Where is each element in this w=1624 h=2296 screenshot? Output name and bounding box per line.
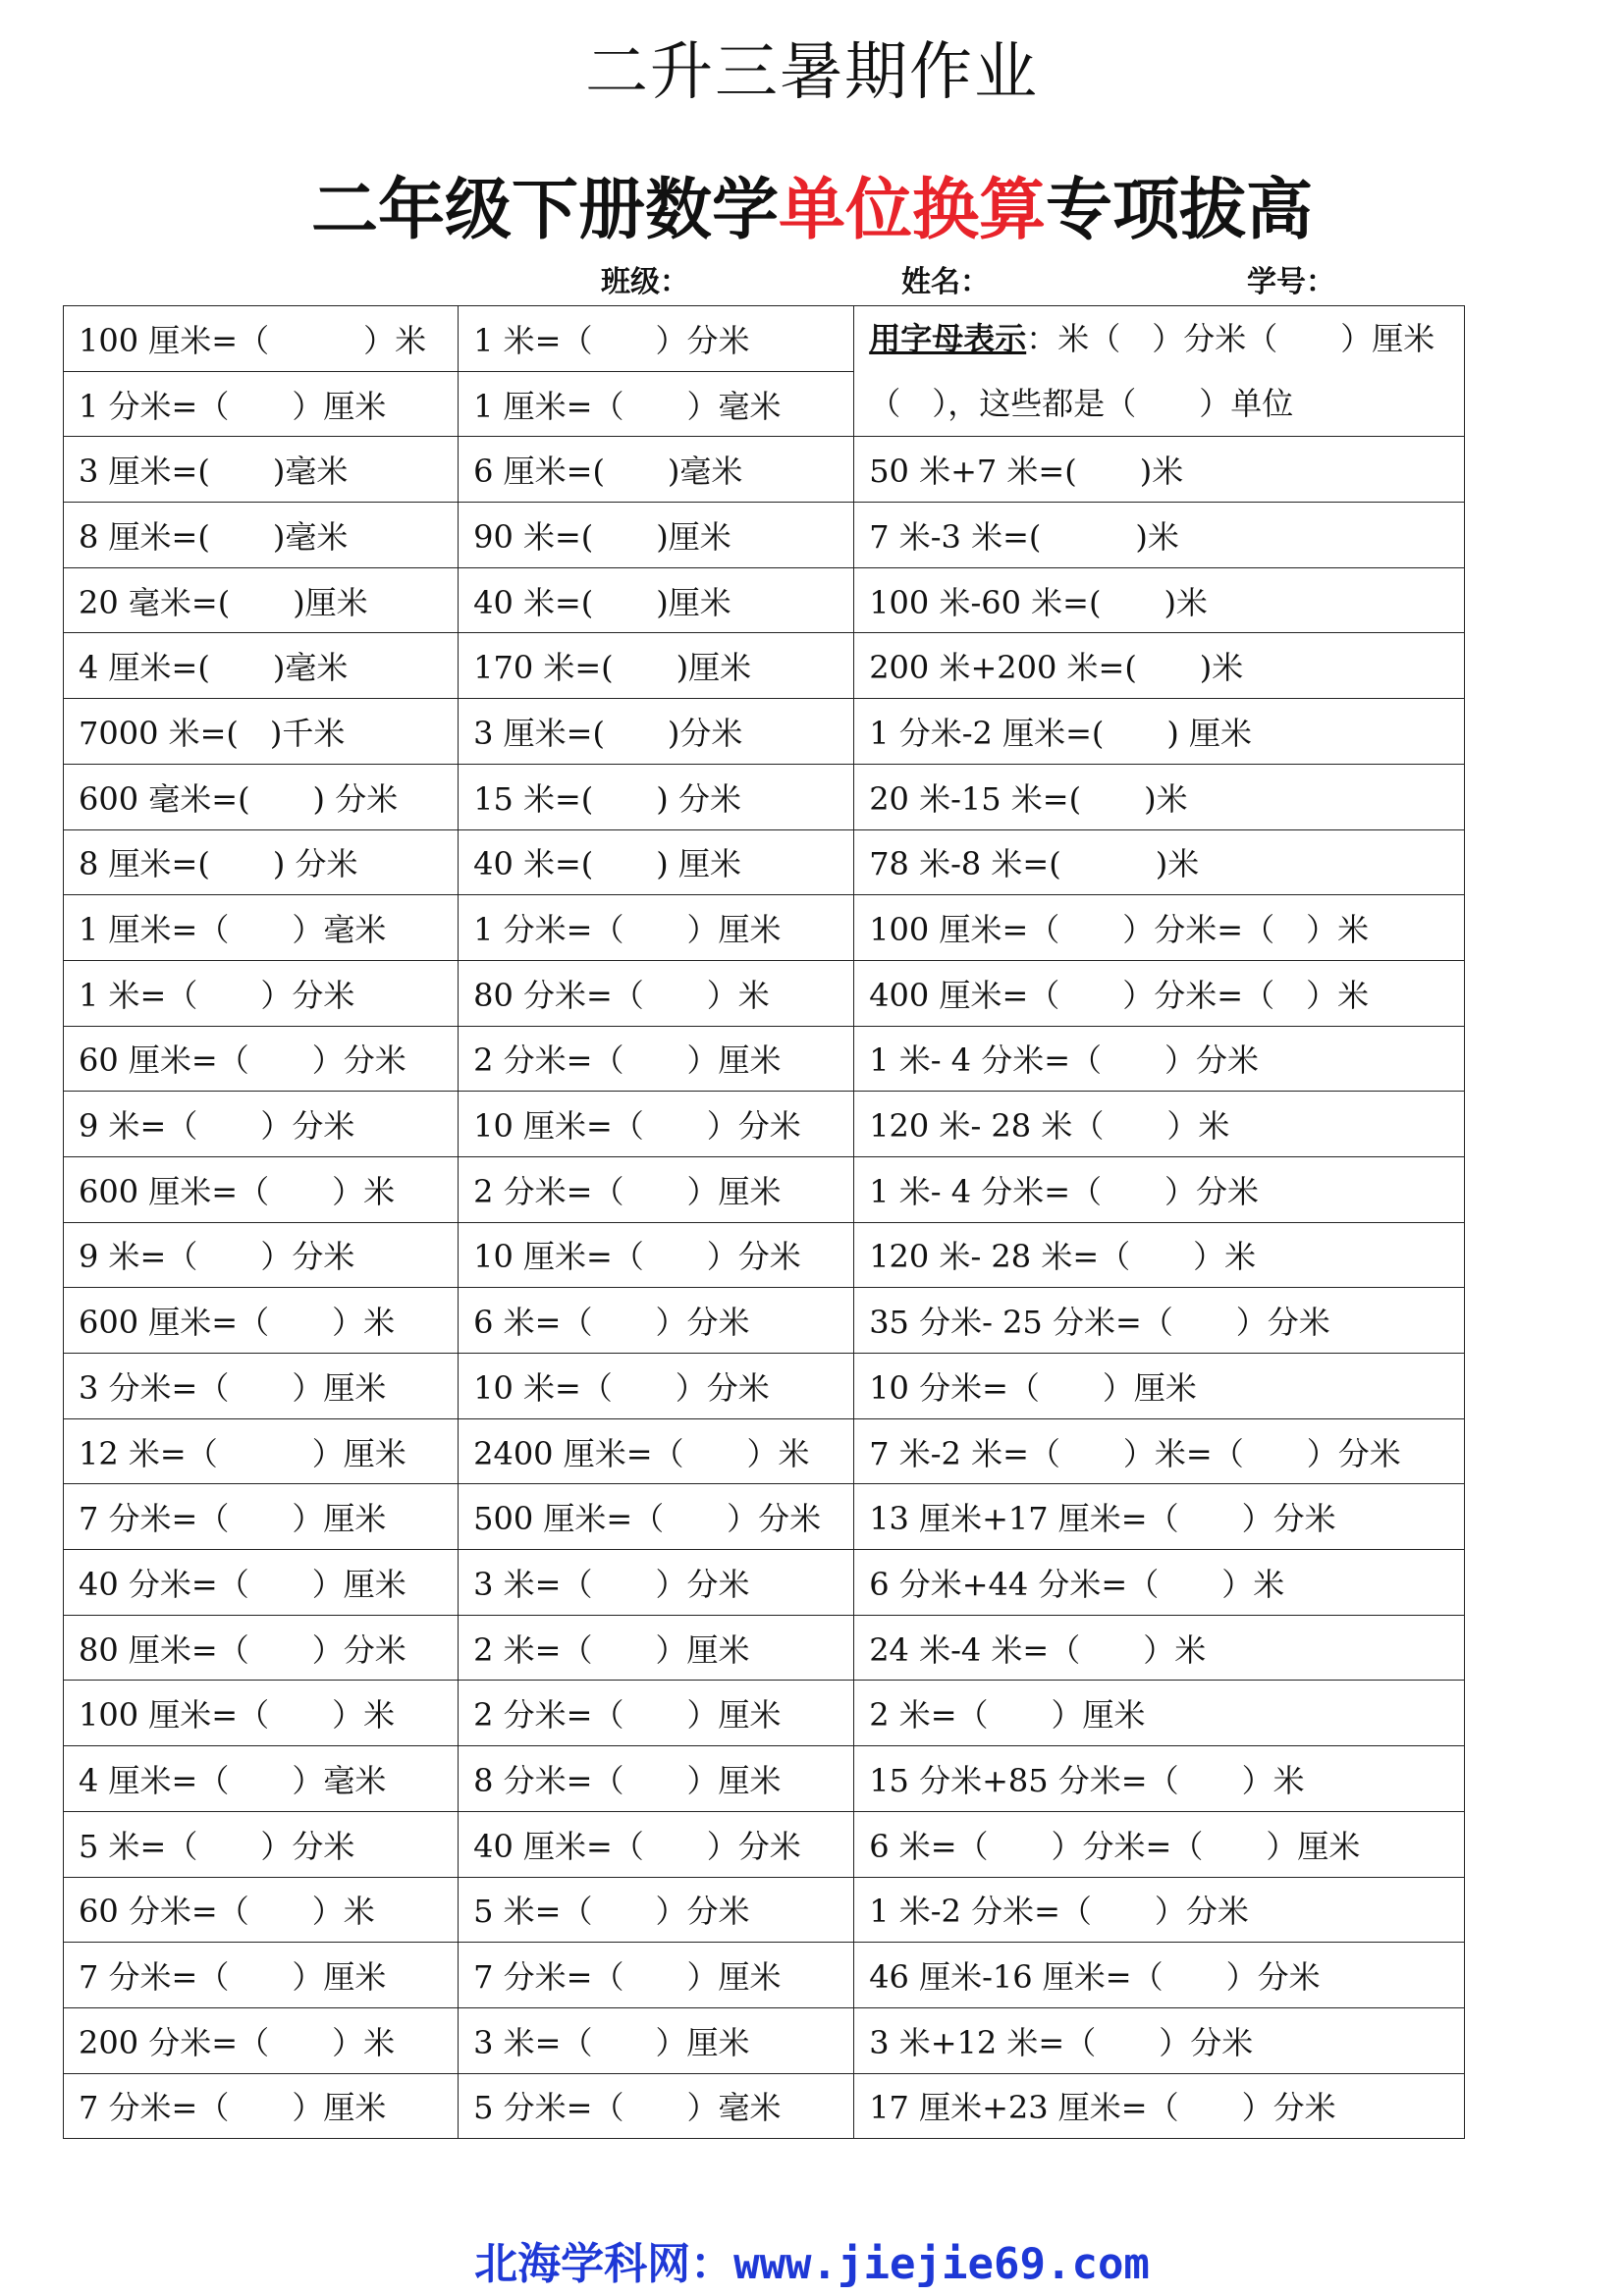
exercise-cell[interactable]: 4 厘米=( )毫米 — [64, 633, 459, 699]
exercise-cell[interactable]: 600 毫米=( ) 分米 — [64, 764, 459, 829]
table-row — [64, 1288, 1465, 1354]
unit-symbol-text-line1: ：米（ ）分米（ ）厘米 — [1026, 320, 1435, 357]
exercise-cell[interactable]: 60 厘米=（ ）分米 — [64, 1026, 459, 1092]
exercise-cell[interactable]: 10 厘米=（ ）分米 — [459, 1092, 854, 1157]
exercise-cell[interactable]: 7 米-3 米=( )米 — [854, 503, 1465, 568]
name-label: 姓名： — [901, 265, 990, 299]
exercise-cell[interactable]: 600 厘米=（ ）米 — [64, 1288, 459, 1354]
exercise-cell[interactable]: 10 米=（ ）分米 — [459, 1354, 854, 1419]
exercise-cell[interactable]: 15 米=( ) 分米 — [459, 764, 854, 829]
footer-url[interactable]: www.jiejie69.com — [733, 2239, 1150, 2289]
exercise-table — [63, 305, 1465, 2139]
exercise-cell[interactable]: 2400 厘米=（ ）米 — [459, 1418, 854, 1484]
table-row — [64, 1484, 1465, 1550]
exercise-cell[interactable]: 40 米=( ) 厘米 — [459, 829, 854, 895]
table-row — [64, 1811, 1465, 1877]
exercise-cell[interactable]: 9 米=（ ）分米 — [64, 1092, 459, 1157]
exercise-cell[interactable]: 3 厘米=( )毫米 — [64, 437, 459, 503]
table-row — [64, 764, 1465, 829]
exercise-cell[interactable]: 3 分米=（ ）厘米 — [64, 1354, 459, 1419]
exercise-cell[interactable]: 10 分米=（ ）厘米 — [854, 1354, 1465, 1419]
exercise-cell[interactable]: 3 厘米=( )分米 — [459, 699, 854, 765]
exercise-cell[interactable]: 35 分米- 25 分米=（ ）分米 — [854, 1288, 1465, 1354]
table-row — [64, 1615, 1465, 1681]
worksheet-title: 二升三暑期作业 — [585, 36, 1039, 109]
exercise-cell[interactable]: 1 米-2 分米=（ ）分米 — [854, 1877, 1465, 1943]
subtitle-part-b: 专项拔高 — [1046, 172, 1314, 249]
exercise-cell[interactable]: 120 米- 28 米（ ）米 — [854, 1092, 1465, 1157]
class-label: 班级： — [601, 265, 689, 299]
exercise-cell[interactable]: 8 厘米=( )毫米 — [64, 503, 459, 568]
table-row — [64, 437, 1465, 503]
exercise-cell[interactable]: 3 米+12 米=（ ）分米 — [854, 2007, 1465, 2073]
table-row — [64, 1222, 1465, 1288]
exercise-cell[interactable]: 8 分米=（ ）厘米 — [459, 1746, 854, 1812]
table-row — [64, 1092, 1465, 1157]
exercise-cell[interactable]: 6 米=（ ）分米=（ ）厘米 — [854, 1811, 1465, 1877]
exercise-cell[interactable]: 7 分米=（ ）厘米 — [459, 1943, 854, 2008]
exercise-cell[interactable]: 6 厘米=( )毫米 — [459, 437, 854, 503]
exercise-cell[interactable]: 200 分米=（ ）米 — [64, 2007, 459, 2073]
exercise-cell[interactable]: 2 分米=（ ）厘米 — [459, 1681, 854, 1746]
table-row — [64, 1746, 1465, 1812]
exercise-cell[interactable]: 24 米-4 米=（ ）米 — [854, 1615, 1465, 1681]
exercise-cell[interactable]: 12 米=（ ）厘米 — [64, 1418, 459, 1484]
table-row — [64, 1550, 1465, 1616]
exercise-cell[interactable]: 40 米=( )厘米 — [459, 567, 854, 633]
exercise-cell[interactable]: 4 厘米=（ ）毫米 — [64, 1746, 459, 1812]
table-row — [64, 2073, 1465, 2139]
exercise-cell[interactable]: 40 厘米=（ ）分米 — [459, 1811, 854, 1877]
exercise-cell[interactable]: 100 厘米=（ ）米 — [64, 1681, 459, 1746]
exercise-cell[interactable]: 13 厘米+17 厘米=（ ）分米 — [854, 1484, 1465, 1550]
exercise-cell[interactable]: 1 分米-2 厘米=( ) 厘米 — [854, 699, 1465, 765]
exercise-cell[interactable]: 40 分米=（ ）厘米 — [64, 1550, 459, 1616]
footer-site-name: 北海学科网： — [474, 2239, 734, 2289]
exercise-cell[interactable]: 46 厘米-16 厘米=（ ）分米 — [854, 1943, 1465, 2008]
exercise-cell[interactable]: 100 厘米=（ ）分米=（ ）米 — [854, 895, 1465, 961]
table-row — [64, 960, 1465, 1026]
exercise-cell[interactable]: 1 米- 4 分米=（ ）分米 — [854, 1156, 1465, 1222]
exercise-cell[interactable]: 400 厘米=（ ）分米=（ ）米 — [854, 960, 1465, 1026]
unit-symbol-question[interactable] — [854, 306, 1465, 437]
exercise-cell[interactable]: 20 毫米=( )厘米 — [64, 567, 459, 633]
exercise-cell[interactable]: 80 厘米=（ ）分米 — [64, 1615, 459, 1681]
subtitle-part-a: 二年级下册数学 — [310, 172, 779, 249]
exercise-cell[interactable]: 1 米=（ ）分米 — [459, 306, 854, 372]
exercise-cell[interactable]: 3 米=（ ）厘米 — [459, 2007, 854, 2073]
exercise-cell[interactable]: 600 厘米=（ ）米 — [64, 1156, 459, 1222]
exercise-cell[interactable]: 2 分米=（ ）厘米 — [459, 1026, 854, 1092]
table-row — [64, 1877, 1465, 1943]
table-row — [64, 699, 1465, 765]
exercise-cell[interactable]: 50 米+7 米=( )米 — [854, 437, 1465, 503]
table-row — [64, 829, 1465, 895]
exercise-cell[interactable]: 120 米- 28 米=（ ）米 — [854, 1222, 1465, 1288]
exercise-cell[interactable]: 15 分米+85 分米=（ ）米 — [854, 1746, 1465, 1812]
table-row — [64, 567, 1465, 633]
exercise-cell[interactable]: 17 厘米+23 厘米=（ ）分米 — [854, 2073, 1465, 2139]
exercise-cell[interactable]: 7 分米=（ ）厘米 — [64, 1943, 459, 2008]
table-row — [64, 306, 1465, 372]
exercise-cell[interactable]: 170 米=( )厘米 — [459, 633, 854, 699]
exercise-cell[interactable]: 9 米=（ ）分米 — [64, 1222, 459, 1288]
exercise-cell[interactable]: 100 米-60 米=( )米 — [854, 567, 1465, 633]
table-row — [64, 633, 1465, 699]
exercise-cell[interactable]: 5 分米=（ ）毫米 — [459, 2073, 854, 2139]
exercise-cell[interactable]: 1 厘米=（ ）毫米 — [64, 895, 459, 961]
exercise-cell[interactable]: 5 米=（ ）分米 — [64, 1811, 459, 1877]
subtitle-highlight: 单位换算 — [778, 172, 1046, 249]
table-row — [64, 895, 1465, 961]
exercise-cell[interactable]: 7000 米=( )千米 — [64, 699, 459, 765]
table-row — [64, 503, 1465, 568]
exercise-cell[interactable]: 500 厘米=（ ）分米 — [459, 1484, 854, 1550]
exercise-cell[interactable]: 1 米- 4 分米=（ ）分米 — [854, 1026, 1465, 1092]
exercise-cell[interactable]: 1 厘米=（ ）毫米 — [459, 371, 854, 437]
student-id-label: 学号： — [1247, 265, 1335, 299]
table-row — [64, 2007, 1465, 2073]
table-row — [64, 1418, 1465, 1484]
exercise-cell[interactable]: 20 米-15 米=( )米 — [854, 764, 1465, 829]
exercise-cell[interactable]: 1 米=（ ）分米 — [64, 960, 459, 1026]
exercise-cell[interactable]: 78 米-8 米=( )米 — [854, 829, 1465, 895]
table-row — [64, 1156, 1465, 1222]
table-row — [64, 1026, 1465, 1092]
exercise-cell[interactable]: 200 米+200 米=( )米 — [854, 633, 1465, 699]
table-row — [64, 1943, 1465, 2008]
exercise-cell[interactable]: 7 分米=（ ）厘米 — [64, 2073, 459, 2139]
exercise-cell[interactable]: 6 分米+44 分米=（ ）米 — [854, 1550, 1465, 1616]
exercise-cell[interactable]: 7 分米=（ ）厘米 — [64, 1484, 459, 1550]
exercise-cell[interactable]: 7 米-2 米=（ ）米=（ ）分米 — [854, 1418, 1465, 1484]
exercise-cell[interactable]: 60 分米=（ ）米 — [64, 1877, 459, 1943]
exercise-cell[interactable]: 2 米=（ ）厘米 — [854, 1681, 1465, 1746]
worksheet-subtitle — [0, 157, 1624, 252]
exercise-cell[interactable]: 5 米=（ ）分米 — [459, 1877, 854, 1943]
exercise-cell[interactable]: 10 厘米=（ ）分米 — [459, 1222, 854, 1288]
exercise-cell[interactable]: 3 米=（ ）分米 — [459, 1550, 854, 1616]
exercise-cell[interactable]: 80 分米=（ ）米 — [459, 960, 854, 1026]
table-row — [64, 1354, 1465, 1419]
exercise-cell[interactable]: 100 厘米=（ ）米 — [64, 306, 459, 372]
exercise-cell[interactable]: 1 分米=（ ）厘米 — [64, 371, 459, 437]
unit-symbol-text-line2: （ ），这些都是（ ）单位 — [869, 385, 1294, 422]
exercise-cell[interactable]: 2 米=（ ）厘米 — [459, 1615, 854, 1681]
unit-symbol-label: 用字母表示 — [869, 320, 1027, 357]
exercise-cell[interactable]: 8 厘米=( ) 分米 — [64, 829, 459, 895]
exercise-cell[interactable]: 6 米=（ ）分米 — [459, 1288, 854, 1354]
table-row — [64, 1681, 1465, 1746]
footer-site — [0, 2228, 1624, 2291]
exercise-cell[interactable]: 90 米=( )厘米 — [459, 503, 854, 568]
exercise-cell[interactable]: 1 分米=（ ）厘米 — [459, 895, 854, 961]
exercise-cell[interactable]: 2 分米=（ ）厘米 — [459, 1156, 854, 1222]
